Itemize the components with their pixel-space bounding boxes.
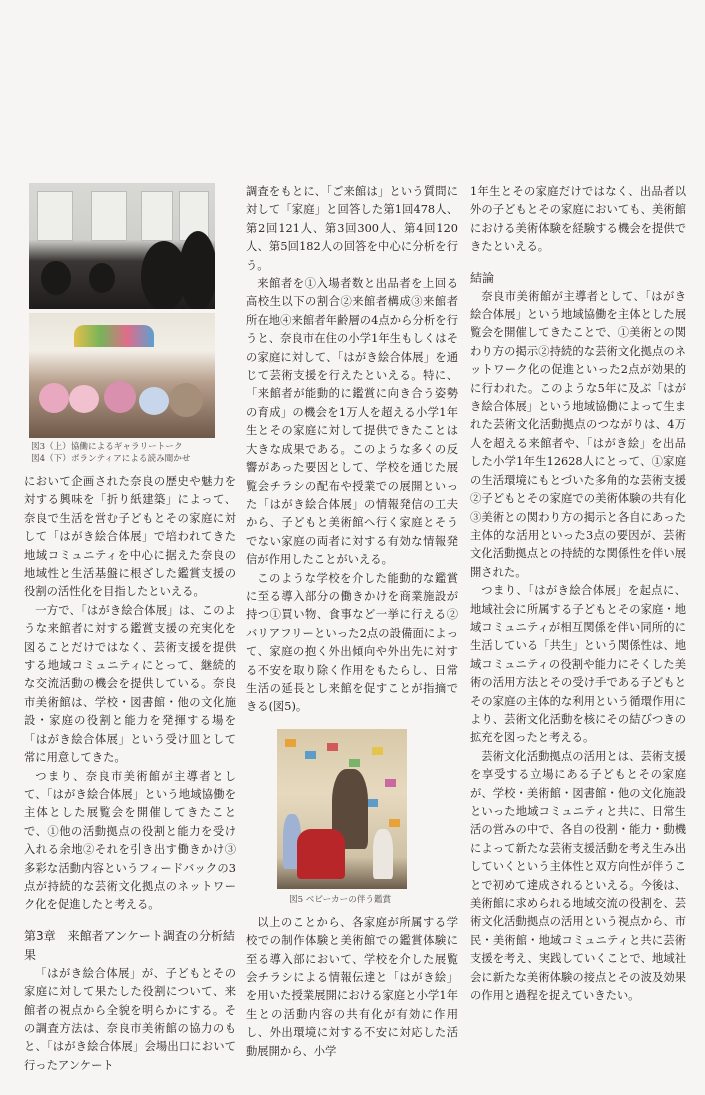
column-3-conclusion-body (470, 288, 686, 1006)
child (139, 387, 169, 415)
paragraph: 以上のことから、各家庭が所属する学校での制作体験と美術館での鑑賞体験に至る導入部において、学校を介した展覧会チラシによる情報伝達と「はがき絵」を用いた授業展開における家庭と小学1年生との活動内容の共有化が有効に作用し、外出環境に対する不安に対応した活動展開から、小学 (246, 915, 458, 1058)
child (169, 383, 203, 417)
paragraph: 芸術文化活動拠点の活用とは、芸術支援を享受する立場にある子どもとその家庭が、学校・美術館・図書館・他の文化施設といった地域コミュニティと共に、日常生活の営みの中で、各自の役割・能力・動機によって新たな芸術支援活動を考え生み出していくという主体性と双方向性が伴うことで初めて達成されるといえる。今後は、美術館に求められる地域交流の役割を、芸術文化活動拠点の活用という視点から、市民・美術館・地域コミュニティと共に芸術支援を考え、実践していくことで、地域社会に新たな美術体験の接点とその波及効果の作用と過程を捉えていきたい。 (470, 749, 686, 1003)
paragraph: 調査をもとに、「ご来館は」という質問に対して「家庭」と回答した第1回478人、第2回121人、第3回300人、第4回120人、第5回182人の回答を中心に分析を行う。 (246, 185, 458, 272)
decorative-banner (74, 325, 154, 347)
child-figure (373, 829, 393, 879)
beetle-drawing (91, 191, 127, 241)
figure-5 (277, 729, 427, 906)
column-3-body (470, 183, 686, 257)
figure-5-stroller-photo (277, 729, 407, 889)
column-2-body-bottom (246, 914, 458, 1061)
paragraph: つまり、「はがき絵合体展」を起点に、地域社会に所属する子どもとその家庭・地域コミュニティが相互関係を伴い同所的に生活している「共生」という関係性は、地域コミュニティの役割や能力にそくした美術の活用方法とその受け手である子どもとその家庭の主体的な利用という循環作用により、芸術文化活動を核にその結びつきの拡充を図ったと考える。 (470, 584, 686, 745)
figure-3-gallery-talk-photo (29, 183, 215, 309)
insect-drawing (37, 191, 73, 241)
paragraph: 来館者を①入場者数と出品者を上回る高校生以下の割合②来館者構成③来館者所在地④来館者年齢層の4点から分析を行うと、奈良市在住の小学1年生もしくはその家庭に対して、「はがき絵合体展」を通じて芸術支援を行えたといえる。特に、「来館者が能動的に鑑賞に向き合う姿勢の育成」の機会を1万人を超える小学1年生とその家庭に対して提供できたことは大きな成果である。このような多くの反響があった要因として、学校を通じた展覧会チラシの配布や授業での展開といった「はがき絵合体展」の情報発信の工夫から、子どもと美術館へ行く家庭とそうでない家庭の両者に対する有効な情報発信が作用したことがいえる。 (246, 277, 458, 567)
visitor-silhouette (89, 263, 115, 293)
column-1-body (24, 473, 236, 915)
paragraph: 奈良市美術館が主導者として、「はがき絵合体展」という地域協働を主体とした展覧会を開催してきたことで、①美術との関わり方の掲示②持続的な芸術文化拠点のネットワーク化の促進といった2点が効果的に行われた。このような5年に及ぶ「はがき絵合体展」という地域協働によって生まれた芸術文化活動拠点のつながりは、4万人を超える来館者や、「はがき絵」を出品した小学1年生12628人にとって、①家庭の生活環境にもとづいた多角的な芸術支援②子どもとその家庭での美術体験の共有化③美術との関わり方の掲示と各自にあった主体的な活用といった3点の要因が、芸術文化活動拠点との持続的な関係性を伴い展開された。 (470, 289, 686, 579)
circular-drawing (141, 191, 173, 241)
paragraph: において企画された奈良の歴史や魅力を対する興味を「折り紙建築」によって、奈良で生活を営む子どもとその家庭に対して「はがき絵合体展」で培われてきた地域コミュニティを中心に据えた奈良の地域性と生活基盤に根ざした鑑賞支援の役割の活性化を目指したといえる。 (24, 475, 236, 599)
column-1 (24, 183, 236, 1075)
figure-4-reading-photo (29, 313, 215, 438)
child (69, 385, 99, 413)
paragraph: 1年生とその家庭だけではなく、出品者以外の子どもとその家庭においても、美術館における美術体験を経験する機会を提供できたといえる。 (470, 185, 686, 254)
column-2-body (246, 183, 458, 717)
paragraph: つまり、奈良市美術館が主導者として、「はがき絵合体展」という地域協働を主体とした展覧会を開催してきたことで、①他の活動拠点の役割と能力を受け入れる余地②それを引き出す働きかけ③多彩な活動内容というフィードバックの3点が持続的な芸術文化拠点のネットワーク化を促進したと考える。 (24, 769, 236, 912)
paragraph: 「はがき絵合体展」が、子どもとその家庭に対して果たした役割について、来館者の視点から全貌を明らかにする。その調査方法は、奈良市美術館の協力のもと、「はがき絵合体展」会場出口において行ったアンケート (24, 966, 236, 1072)
visitor-silhouette (41, 261, 71, 295)
column-3 (470, 183, 686, 1005)
visitor-silhouette (179, 231, 215, 309)
conclusion-heading: 結論 (470, 270, 495, 285)
column-2 (246, 183, 458, 1061)
child (104, 381, 136, 413)
paragraph: このような学校を介した能動的な鑑賞に至る導入部分の働きかけを商業施設が持つ①買い物、食事など一挙に行える②バリアフリーといった2点の設備面によって、家庭の抱く外出傾向や外出先に対する不安を取り除く作用をもたらし、日常生活の延長とし来館を促すことが指摘できる(図5)。 (246, 571, 458, 714)
figure-4-caption: 図4（下）ボランティアによる読み聞かせ (31, 454, 191, 464)
figure-5-caption: 図5 ベビーカーの伴う鑑賞 (289, 894, 392, 905)
child (39, 383, 69, 413)
figure-3-caption: 図3（上）協働によるギャラリートーク (31, 442, 183, 452)
toy-stroller-car (297, 829, 345, 879)
paragraph: 一方で、「はがき絵合体展」は、このような来館者に対する鑑賞支援の充実化を図ることだけではなく、芸術支援を提供する地域コミュニティにとって、継続的な交流活動の機会を提供している。奈良市美術館は、学校・図書館・他の文化施設・家庭の役割と能力を発揮する場を「はがき絵合体展」という受け皿として常に用意してきた。 (24, 603, 236, 765)
chapter-3-heading: 第3章 来館者アンケート調査の分析結果 (24, 928, 235, 962)
